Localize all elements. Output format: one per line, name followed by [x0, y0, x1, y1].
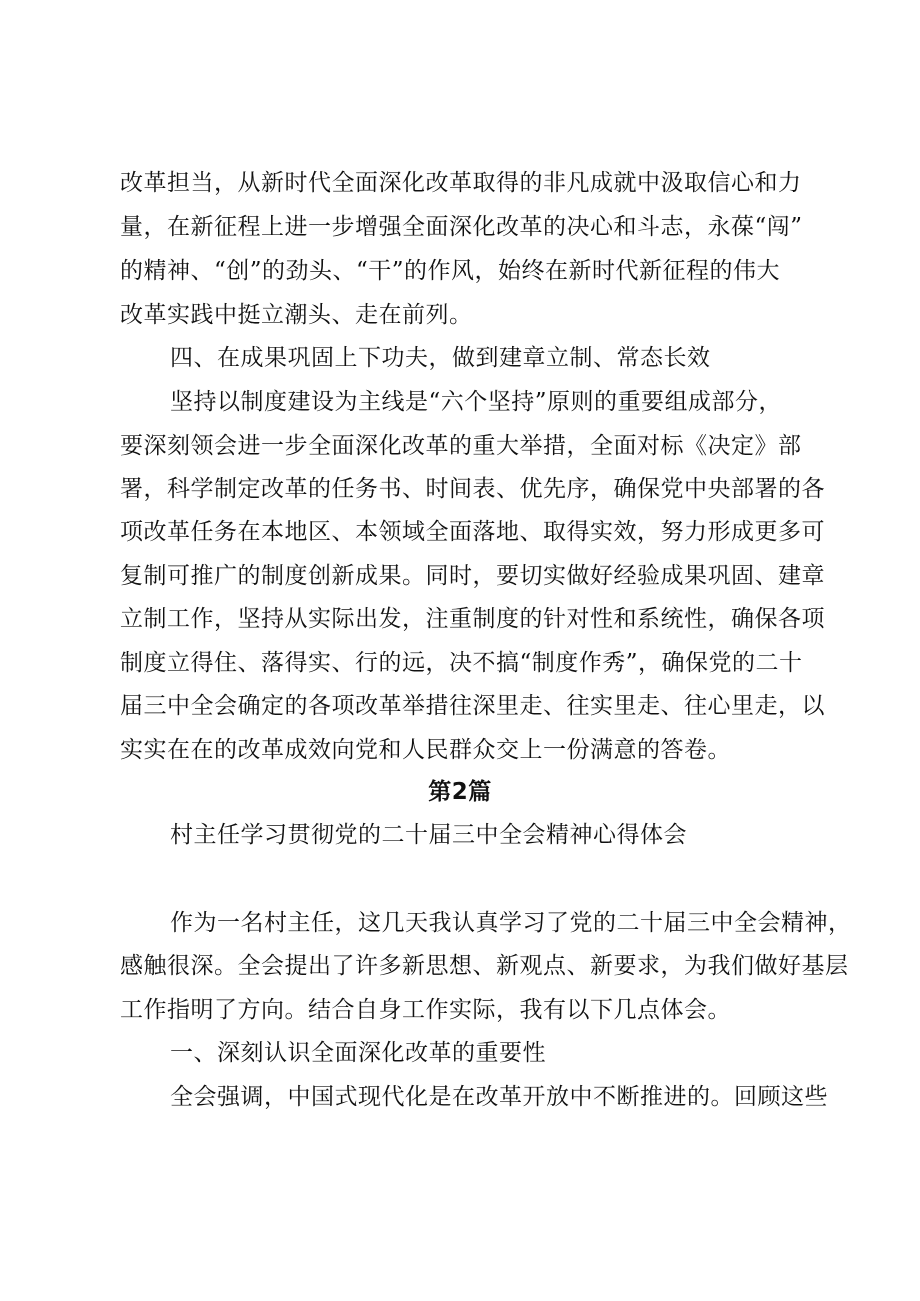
paragraph-line: 项改革任务在本地区、本领域全面落地、取得实效，努力形成更多可	[120, 519, 825, 545]
paragraph-line: 感触很深。全会提出了许多新思想、新观点、新要求，为我们做好基层	[120, 953, 849, 979]
paragraph-line: 实实在在的改革成效向党和人民群众交上一份满意的答卷。	[120, 737, 731, 763]
paragraph-line: 坚持以制度建设为主线是“六个坚持”原则的重要组成部分，	[170, 389, 783, 415]
paragraph-line: 工作指明了方向。结合自身工作实际，我有以下几点体会。	[120, 997, 731, 1023]
paragraph-line: 署，科学制定改革的任务书、时间表、优先序，确保党中央部署的各	[120, 476, 825, 502]
paragraph-line: 要深刻领会进一步全面深化改革的重大举措，全面对标《决定》部	[120, 433, 802, 459]
section-heading-4: 四、在成果巩固上下功夫，做到建章立制、常态长效	[170, 345, 711, 371]
part-heading: 第2篇	[428, 779, 492, 805]
paragraph-line: 量，在新征程上进一步增强全面深化改革的决心和斗志，永葆“闯”	[120, 214, 803, 240]
paragraph-line: 立制工作，坚持从实际出发，注重制度的针对性和系统性，确保各项	[120, 606, 825, 632]
paragraph-line: 改革担当，从新时代全面深化改革取得的非凡成就中汲取信心和力	[120, 170, 802, 196]
article-title: 村主任学习贯彻党的二十届三中全会精神心得体会	[170, 822, 687, 848]
paragraph-line: 作为一名村主任，这几天我认真学习了党的二十届三中全会精神，	[170, 910, 852, 936]
paragraph-line: 的精神、“创”的劲头、“干”的作风，始终在新时代新征程的伟大	[120, 258, 781, 284]
paragraph-line: 全会强调，中国式现代化是在改革开放中不断推进的。回顾这些	[170, 1084, 828, 1110]
paragraph-line: 制度立得住、落得实、行的远，决不搞“制度作秀”，确保党的二十	[120, 650, 803, 676]
section-heading-1: 一、深刻认识全面深化改革的重要性	[170, 1040, 546, 1066]
paragraph-line: 届三中全会确定的各项改革举措往深里走、往实里走、往心里走，以	[120, 693, 825, 719]
paragraph-line: 改革实践中挺立潮头、走在前列。	[120, 302, 473, 328]
paragraph-line: 复制可推广的制度创新成果。同时，要切实做好经验成果巩固、建章	[120, 563, 825, 589]
